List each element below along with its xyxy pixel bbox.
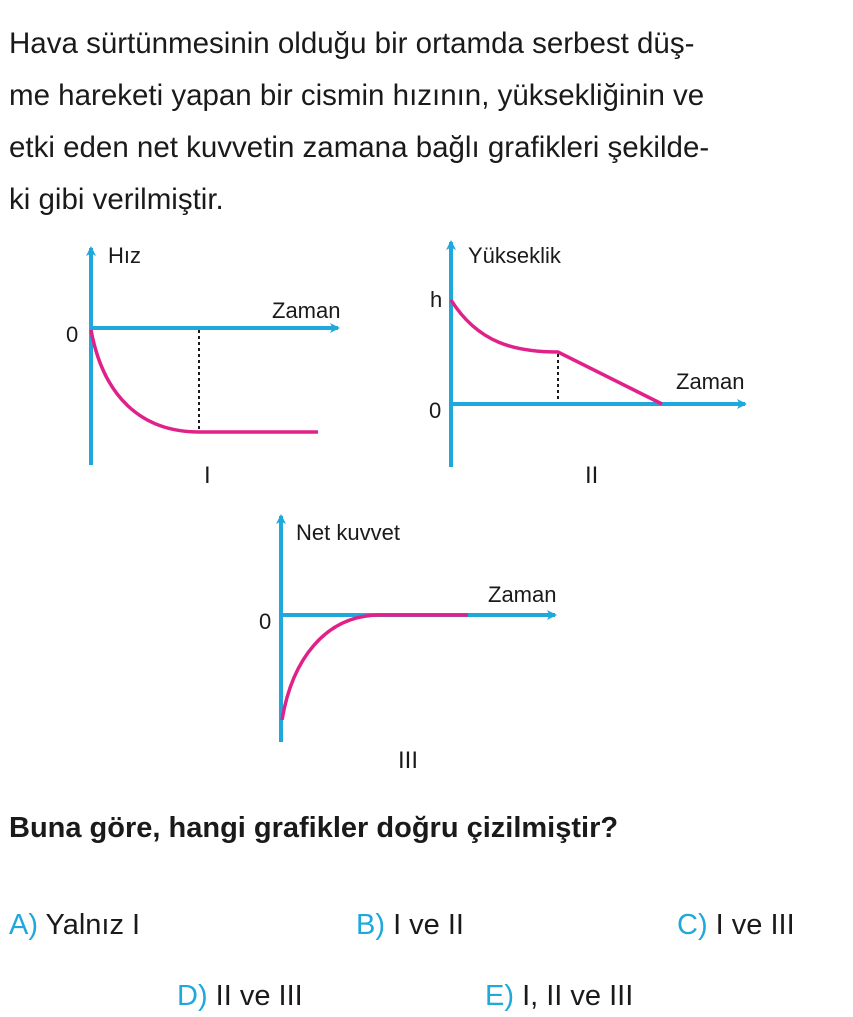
- graph-i-origin-label: 0: [66, 322, 79, 347]
- graph-i: [66, 243, 340, 489]
- option-b[interactable]: [356, 909, 464, 942]
- intro-line-4: ki gibi verilmiştir.: [9, 183, 224, 216]
- graph-i-x-label: Zaman: [272, 298, 341, 323]
- option-b-text: I ve II: [393, 909, 464, 941]
- graph-iii-force-curve: [282, 615, 468, 720]
- graph-ii-caption: II: [585, 462, 599, 489]
- option-a[interactable]: [9, 909, 140, 942]
- graph-ii: [429, 242, 745, 489]
- graph-ii-y-label: Yükseklik: [468, 243, 561, 268]
- option-d-letter: D): [177, 980, 208, 1012]
- option-c[interactable]: [677, 909, 795, 942]
- option-a-letter: A): [9, 909, 38, 941]
- graph-ii-h-label: h: [430, 287, 443, 312]
- graph-i-velocity-curve: [91, 330, 318, 432]
- intro-line-3: etki eden net kuvvetin zamana bağlı grafikleri şekilde-: [9, 131, 710, 164]
- graph-iii-origin-label: 0: [259, 609, 272, 634]
- option-a-text: Yalnız I: [45, 909, 141, 941]
- option-e[interactable]: [485, 980, 633, 1013]
- question-prompt: Buna göre, hangi grafikler doğru çizilmiştir?: [9, 812, 619, 844]
- option-d-text: II ve III: [215, 980, 303, 1012]
- option-d[interactable]: [177, 980, 303, 1013]
- option-b-letter: B): [356, 909, 385, 941]
- graph-iii-x-label: Zaman: [488, 582, 557, 607]
- graph-ii-origin-label: 0: [429, 398, 442, 423]
- intro-line-1: Hava sürtünmesinin olduğu bir ortamda serbest düş-: [9, 27, 695, 60]
- graph-i-y-label: Hız: [108, 243, 141, 268]
- option-c-text: I ve III: [715, 909, 795, 941]
- option-e-text: I, II ve III: [522, 980, 634, 1012]
- graph-iii: [259, 516, 556, 774]
- graph-i-caption: I: [204, 462, 211, 489]
- graph-iii-caption: III: [398, 747, 419, 774]
- option-e-letter: E): [485, 980, 514, 1012]
- graph-ii-x-label: Zaman: [676, 369, 745, 394]
- graph-iii-y-label: Net kuvvet: [296, 520, 400, 545]
- graph-ii-height-curve: [451, 300, 662, 404]
- intro-line-2: me hareketi yapan bir cismin hızının, yüksekliğinin ve: [9, 79, 705, 112]
- option-c-letter: C): [677, 909, 708, 941]
